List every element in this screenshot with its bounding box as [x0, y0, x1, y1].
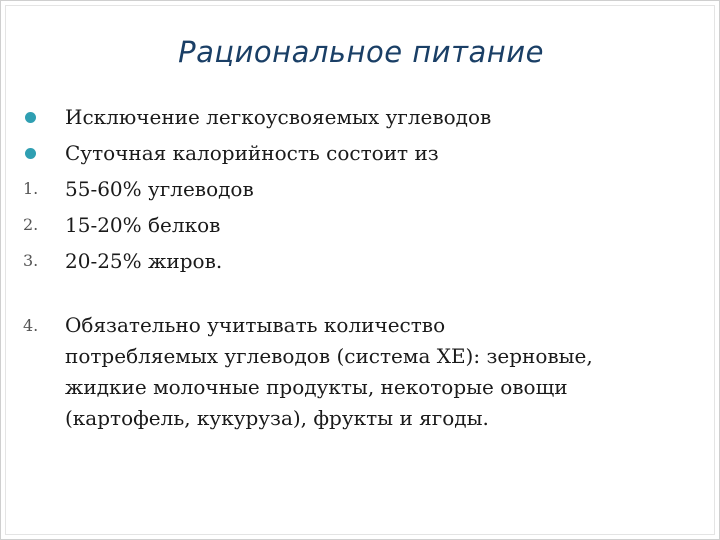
- text-line: жидкие молочные продукты, некоторые овощи: [65, 375, 568, 399]
- numbered-text: 20-25% жиров.: [65, 249, 223, 273]
- text-line: потребляемых углеводов (система ХЕ): зерновые,: [65, 344, 593, 368]
- number-marker: 4.: [23, 316, 39, 335]
- bullet-marker: [23, 135, 65, 171]
- numbered-item: [23, 243, 703, 279]
- number-marker: 3.: [23, 251, 39, 270]
- bullet-dot-icon: [25, 148, 36, 159]
- bullet-item: [23, 99, 703, 135]
- bullet-text: Суточная калорийность состоит из: [65, 141, 439, 165]
- bullet-text: Исключение легкоусвояемых углеводов: [65, 105, 492, 129]
- text-line: Обязательно учитывать количество: [65, 313, 446, 337]
- text-line: (картофель, кукуруза), фрукты и ягоды.: [65, 406, 489, 430]
- slide-title: Рациональное питание: [178, 35, 544, 69]
- numbered-text: 55-60% углеводов: [65, 177, 254, 201]
- numbered-item: [23, 310, 703, 434]
- numbered-text: [65, 310, 703, 434]
- numbered-item: [23, 207, 703, 243]
- bullet-dot-icon: [25, 112, 36, 123]
- slide-body: [23, 99, 703, 434]
- numbered-item: [23, 171, 703, 207]
- numbered-text: 15-20% белков: [65, 213, 221, 237]
- bullet-item: [23, 135, 703, 171]
- number-marker: 2.: [23, 215, 39, 234]
- bullet-marker: [23, 99, 65, 135]
- number-marker: 1.: [23, 179, 39, 198]
